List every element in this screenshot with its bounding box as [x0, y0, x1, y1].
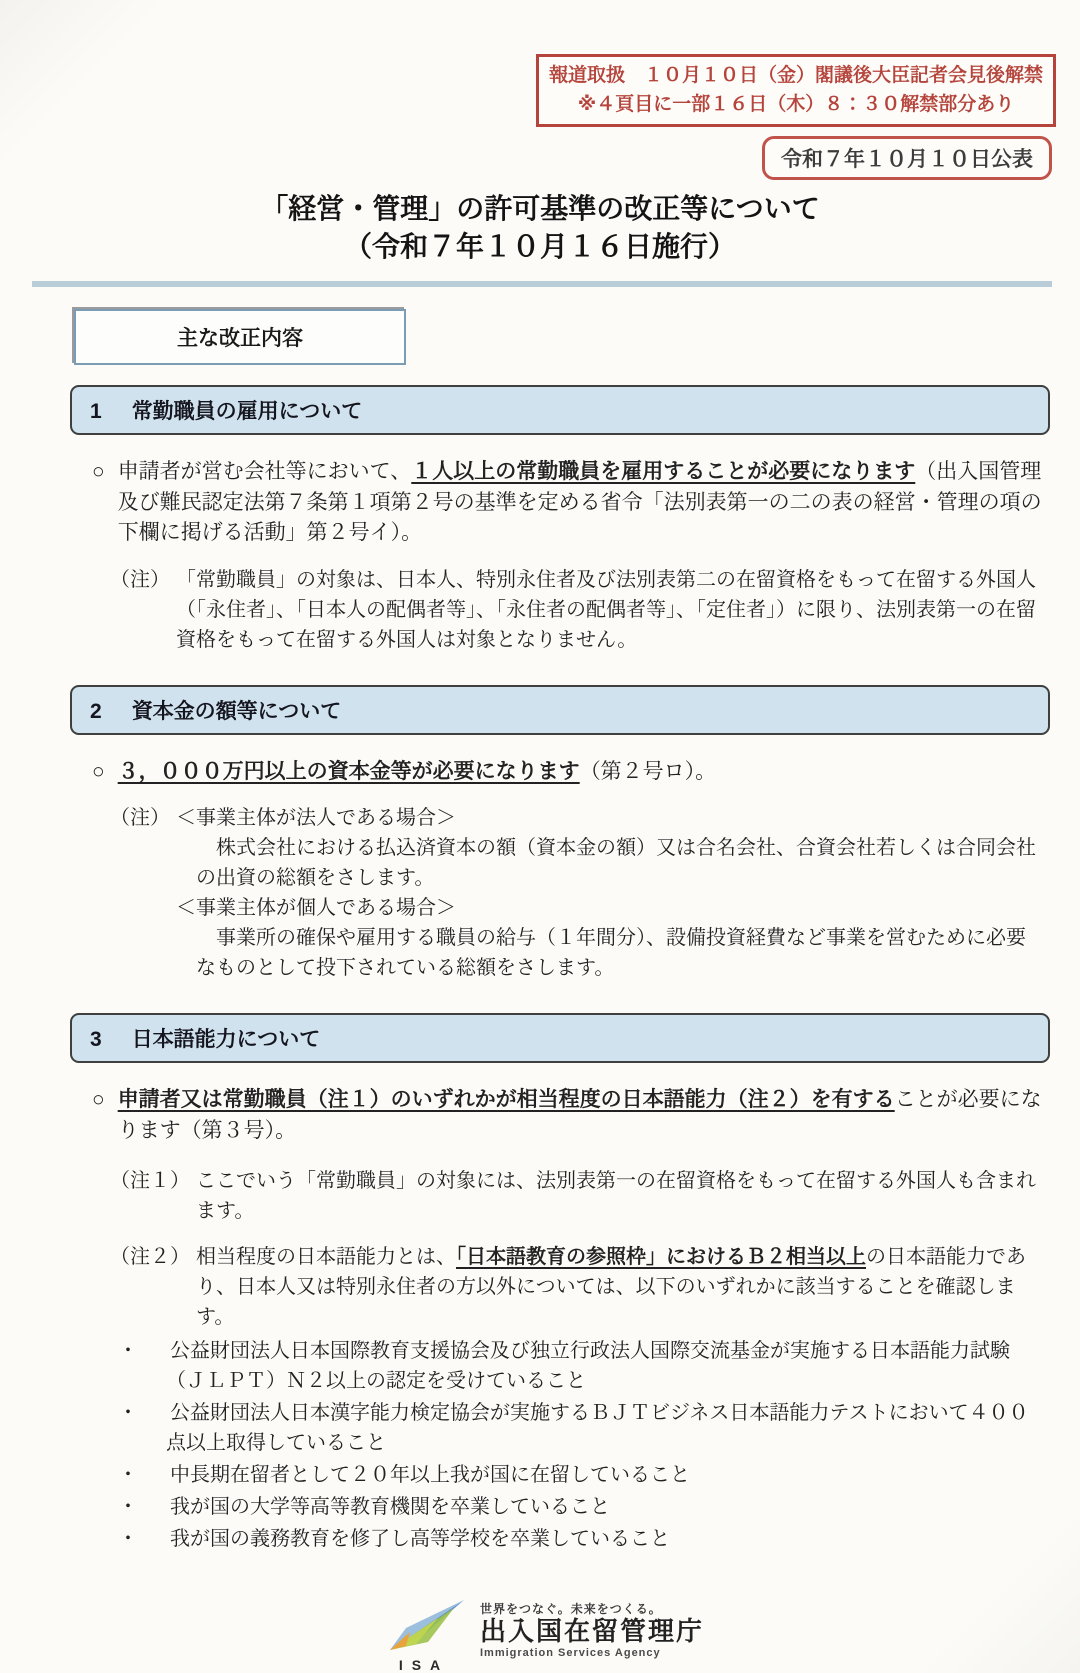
section-3-note2-label: （注２）	[110, 1246, 190, 1269]
section-1-lead-emphasis: １人以上の常勤職員を雇用することが必要になります	[411, 460, 916, 484]
press-embargo-line2: ※４頁目に一部１６日（木）８：３０解禁部分あり	[577, 94, 1015, 116]
section-2-note	[110, 803, 1044, 983]
list-item	[118, 1492, 1044, 1522]
section-1-lead-post: （出入国管理及び難民認定法第７条第１項第２号の基準を定める省令「法別表第一の二の表の経営・管理の項の下欄に掲げる活動」第２号イ）。	[117, 460, 1042, 545]
list-item	[118, 1460, 1044, 1490]
section-3-lead-text	[118, 1085, 1044, 1146]
dot-bullet-marker: ・	[118, 1528, 138, 1551]
criteria-residence-20years: 中長期在留者として２０年以上我が国に在留していること	[170, 1464, 690, 1487]
section-2-lead-text	[118, 757, 1044, 787]
section-1-lead-text	[118, 457, 1044, 548]
section-3-lead-emphasis: 申請者又は常勤職員（注１）のいずれかが相当程度の日本語能力（注２）を有する	[117, 1088, 895, 1112]
corporate-case-heading: ＜事業主体が法人である場合＞	[176, 807, 456, 830]
isa-paper-plane-icon	[376, 1598, 468, 1658]
section-1-lead-pre: 申請者が営む会社等において、	[117, 460, 412, 484]
agency-name-english: Immigration Services Agency	[479, 1646, 661, 1659]
individual-case-heading: ＜事業主体が個人である場合＞	[176, 897, 456, 920]
section-3	[0, 1013, 1080, 1554]
section-1	[0, 385, 1080, 654]
publish-date-box: 令和７年１０月１０日公表	[762, 136, 1052, 180]
section-2	[0, 685, 1080, 983]
individual-case-body: 事業所の確保や雇用する職員の給与（１年間分）、設備投資経費など事業を営むために必要なものとして投下されている総額をさします。	[196, 927, 1026, 980]
section-1-lead	[92, 457, 1044, 548]
dot-bullet-marker: ・	[118, 1340, 138, 1363]
dot-bullet-marker: ・	[118, 1402, 138, 1425]
section-2-header	[70, 685, 1050, 735]
section-2-lead	[92, 757, 1044, 787]
section-1-number: 1	[90, 400, 102, 424]
page-title-line2: （令和７年１０月１６日施行）	[343, 230, 736, 262]
page-title-line1: 「経営・管理」の許可基準の改正等について	[260, 192, 820, 224]
section-3-body	[92, 1085, 1044, 1554]
section-3-note2-post: の日本語能力であり、日本人又は特別永住者の方以外については、以下のいずれかに該当することを確認します。	[196, 1246, 1026, 1329]
criteria-jlpt: 公益財団法人日本国際教育支援協会及び独立行政法人国際交流基金が実施する日本語能力試験（ＪＬＰＴ）Ｎ２以上の認定を受けていること	[166, 1340, 1010, 1393]
section-3-note2	[110, 1242, 1044, 1332]
section-2-note-label: （注）	[110, 807, 170, 830]
dot-bullet-marker: ・	[118, 1464, 138, 1487]
section-1-heading: 常勤職員の雇用について	[131, 400, 363, 424]
press-embargo-row	[0, 54, 1080, 127]
agency-footer	[0, 1598, 1080, 1673]
agency-tagline: 世界をつなぐ。未来をつくる。	[479, 1602, 662, 1617]
criteria-bjt: 公益財団法人日本漢字能力検定協会が実施するＢＪＴビジネス日本語能力テストにおいて４００点以上取得していること	[166, 1402, 1029, 1455]
section-3-note1-label: （注１）	[110, 1170, 190, 1193]
list-item	[118, 1524, 1044, 1554]
section-1-body	[92, 457, 1044, 654]
main-contents-label: 主な改正内容	[74, 309, 406, 365]
section-3-lead	[92, 1085, 1044, 1146]
dot-bullet-marker: ・	[118, 1496, 138, 1519]
criteria-highschool-graduate: 我が国の義務教育を修了し高等学校を卒業していること	[170, 1528, 670, 1551]
press-embargo-box	[536, 54, 1056, 127]
section-3-heading: 日本語能力について	[131, 1028, 321, 1052]
isa-letters: ISA	[398, 1657, 450, 1673]
section-3-note2-pre: 相当程度の日本語能力とは、	[196, 1246, 456, 1269]
agency-name-block	[480, 1598, 704, 1659]
section-3-note2-emphasis: 「日本語教育の参照枠」におけるＢ２相当以上	[456, 1246, 866, 1269]
list-item	[118, 1398, 1044, 1458]
title-divider	[32, 281, 1052, 287]
corporate-case-body: 株式会社における払込済資本の額（資本金の額）又は合名会社、合資会社若しくは合同会社の出資の総額をさします。	[196, 837, 1036, 890]
section-2-heading: 資本金の額等について	[131, 699, 342, 723]
section-1-note-text: 「常勤職員」の対象は、日本人、特別永住者及び法別表第二の在留資格をもって在留する外国人（「永住者」、「日本人の配偶者等」、「永住者の配偶者等」、「定住者」）に限り、法別表第一の在留資格をもって在留する外国人は対象となりません。	[176, 568, 1036, 651]
section-3-note1-text: ここでいう「常勤職員」の対象には、法別表第一の在留資格をもって在留する外国人も含まれます。	[196, 1170, 1036, 1223]
section-2-note-text	[176, 803, 1044, 983]
japanese-ability-criteria-list	[118, 1336, 1044, 1554]
section-2-lead-post: （第２号ロ）。	[579, 759, 717, 783]
section-3-note2-text	[196, 1242, 1044, 1332]
section-1-note	[110, 565, 1044, 655]
circle-bullet-marker: ○	[92, 1088, 105, 1112]
agency-name-japanese: 出入国在留管理庁	[479, 1616, 704, 1647]
criteria-university-graduate: 我が国の大学等高等教育機関を卒業していること	[170, 1496, 610, 1519]
section-3-number: 3	[90, 1028, 102, 1052]
isa-logo	[376, 1598, 468, 1673]
list-item	[118, 1336, 1044, 1396]
section-3-header	[70, 1013, 1050, 1063]
section-1-note-label: （注）	[110, 568, 170, 591]
section-2-body	[92, 757, 1044, 983]
section-1-header	[70, 385, 1050, 435]
press-embargo-line1: 報道取扱 １０月１０日（金）閣議後大臣記者会見後解禁	[548, 65, 1043, 86]
circle-bullet-marker: ○	[92, 460, 105, 484]
publish-date-row	[0, 136, 1080, 180]
page-title	[0, 190, 1080, 266]
section-2-number: 2	[90, 699, 102, 723]
section-2-lead-emphasis: ３，０００万円以上の資本金等が必要になります	[117, 759, 580, 783]
section-3-lead-post: ことが必要になります（第３号）。	[117, 1088, 1042, 1142]
circle-bullet-marker: ○	[92, 759, 105, 783]
section-3-note1	[110, 1166, 1044, 1226]
